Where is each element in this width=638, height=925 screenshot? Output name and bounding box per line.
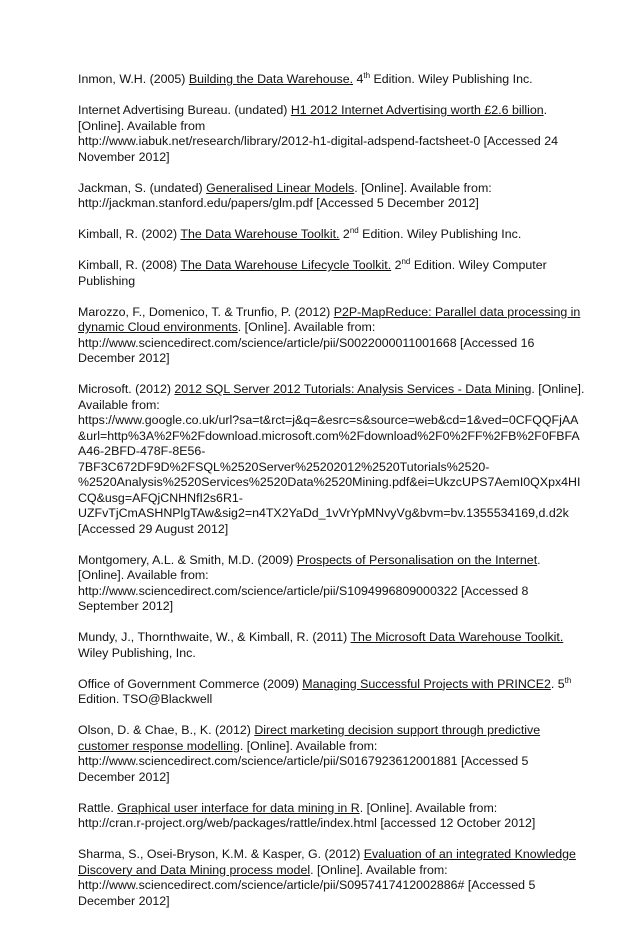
reference-text: http://jackman.stanford.edu/papers/glm.pdf [Accessed 5 December 2012] [78, 196, 479, 210]
reference-text: A46-2BFD-478F-8E56- [78, 444, 206, 458]
reference-text: Rattle. [78, 800, 118, 815]
reference-text: [Online]. Available from [78, 118, 206, 133]
reference-text: &url=http%3A%2F%2Fdownload.microsoft.com%2Fdownload%2F0%2FF%2FB%2F0FBFA [78, 428, 580, 443]
reference-line [78, 475, 581, 491]
reference-line [78, 413, 579, 429]
reference-line [78, 227, 568, 243]
reference-title: Generalised Linear Models [206, 180, 355, 195]
reference-text: Publishing [78, 273, 136, 288]
reference-title: Discovery and Data Mining process model [78, 862, 311, 877]
reference-title: Direct marketing decision support through predictive [254, 723, 541, 737]
reference-text: Edition. TSO@Blackwell [78, 692, 213, 706]
reference-text: https://www.google.co.uk/url?sa=t&rct=j&q=&esrc=s&source=web&cd=1&ved=0CFQQFjAA [78, 413, 579, 427]
reference-text: Internet Advertising Bureau. (undated) [78, 103, 291, 117]
reference-text: 2 [339, 227, 350, 241]
reference-olson [78, 723, 568, 785]
reference-line [78, 646, 568, 662]
reference-line [78, 553, 568, 569]
reference-text: . [Online]. Available from: [239, 738, 378, 753]
reference-line [78, 398, 568, 414]
reference-line [78, 863, 568, 879]
reference-kimball2008 [78, 258, 568, 289]
reference-microsoft [78, 382, 585, 537]
reference-text: Kimball, R. (2002) [78, 227, 181, 241]
reference-line [78, 568, 568, 584]
reference-line [78, 816, 568, 832]
reference-line [78, 304, 581, 321]
reference-title: H1 2012 Internet Advertising worth £2.6 billion [290, 103, 544, 117]
reference-line [78, 351, 568, 367]
reference-title: The Microsoft Data Warehouse Toolkit. [350, 630, 564, 644]
reference-text: Montgomery, A.L. & Smith, M.D. (2009) [78, 552, 297, 567]
reference-line [78, 444, 568, 460]
reference-rattle [78, 801, 568, 832]
reference-text: . [537, 552, 541, 567]
reference-line [78, 506, 568, 522]
reference-text: . [543, 103, 548, 117]
reference-line [78, 119, 568, 135]
reference-title: dynamic Cloud environments [78, 320, 238, 334]
reference-line [78, 878, 568, 894]
reference-text: [Accessed 29 August 2012] [78, 521, 229, 536]
reference-line [78, 274, 568, 290]
reference-title: Evaluation of an integrated Knowledge [363, 847, 576, 861]
reference-title: 2012 SQL Server 2012 Tutorials: Analysis Services - Data Mining [174, 382, 532, 396]
reference-text: http://www.sciencedirect.com/science/article/pii/S0957417412002886# [Accessed 5 [78, 878, 536, 892]
reference-line [78, 72, 568, 88]
reference-line [78, 258, 568, 274]
reference-text: . [Online]. Available from: [359, 800, 498, 815]
reference-text: Kimball, R. (2008) [78, 258, 181, 272]
reference-text: Edition. Wiley Publishing Inc. [370, 72, 533, 86]
reference-text: November 2012] [78, 149, 170, 164]
reference-text: [Online]. Available from: [78, 568, 209, 582]
reference-line [78, 336, 568, 352]
reference-text: Microsoft. (2012) [78, 382, 175, 396]
reference-text: http://www.sciencedirect.com/science/article/pii/S1094996809000322 [Accessed 8 [78, 583, 529, 598]
reference-line [78, 739, 568, 755]
reference-mundy [78, 630, 568, 661]
reference-line [78, 428, 580, 445]
reference-jackman [78, 181, 568, 212]
reference-text: http://cran.r-project.org/web/packages/rattle/index.html [accessed 12 October 2012] [78, 816, 536, 830]
reference-text: Mundy, J., Thornthwaite, W., & Kimball, R. (2011) [78, 630, 351, 644]
reference-text: 2 [391, 258, 402, 272]
reference-line [78, 103, 568, 119]
reference-text: . [Online]. Available from: [354, 180, 492, 195]
reference-title: Graphical user interface for data mining in R [117, 800, 360, 815]
reference-line [78, 134, 568, 150]
reference-text: Wiley Publishing, Inc. [78, 645, 196, 660]
reference-sharma [78, 847, 576, 909]
reference-line [78, 692, 568, 708]
reference-line [78, 801, 568, 817]
reference-text: Office of Government Commerce (2009) [78, 676, 303, 691]
reference-text: December 2012] [78, 769, 170, 784]
reference-kimball2002 [78, 227, 568, 243]
reference-line [78, 320, 568, 336]
ordinal-suffix: nd [401, 257, 411, 266]
reference-text: Olson, D. & Chae, B., K. (2012) [78, 723, 255, 737]
reference-line [78, 754, 568, 770]
reference-text: September 2012] [78, 599, 174, 613]
reference-line [78, 894, 568, 910]
reference-text: http://www.iabuk.net/research/library/2012-h1-digital-adspend-factsheet-0 [Accessed 24 [78, 134, 559, 148]
reference-inmon [78, 72, 568, 88]
reference-line [78, 382, 585, 398]
reference-text: %2520Analysis%2520Services%2520Data%2520Mining.pdf&ei=UkzcUPS7AemI0QXpx4HI [78, 475, 581, 489]
reference-title: Prospects of Personalisation on the Internet [296, 552, 538, 567]
reference-line [78, 599, 568, 615]
reference-text: http://www.sciencedirect.com/science/article/pii/S0167923612001881 [Accessed 5 [78, 754, 529, 768]
reference-line [78, 196, 568, 212]
reference-text: http://www.sciencedirect.com/science/article/pii/S0022000011001668 [Accessed 16 [78, 335, 535, 350]
reference-title: The Data Warehouse Toolkit. [180, 227, 340, 241]
reference-line [78, 522, 568, 538]
reference-title: customer response modelling [78, 738, 240, 753]
reference-line [78, 150, 568, 166]
reference-marozzo [78, 304, 581, 367]
reference-text: . 5 [550, 676, 565, 691]
reference-text: CQ&usg=AFQjCNHNfI2s6R1- [78, 490, 243, 505]
reference-text: Edition. Wiley Publishing Inc. [358, 227, 522, 241]
reference-text: Sharma, S., Osei-Bryson, K.M. & Kasper, G. (2012) [78, 847, 364, 861]
reference-text: . [Online]. [531, 382, 585, 396]
reference-title: Managing Successful Projects with PRINCE2 [302, 676, 551, 691]
reference-title: The Data Warehouse Lifecycle Toolkit. [180, 258, 392, 272]
reference-list [78, 71, 585, 925]
reference-line [78, 770, 568, 786]
reference-line [78, 460, 568, 476]
reference-text: Inmon, W.H. (2005) [78, 72, 189, 86]
reference-text: Marozzo, F., Domenico, T. & Trunfio, P. (2012) [78, 304, 334, 319]
reference-line [78, 847, 576, 863]
reference-line [78, 491, 568, 507]
reference-line [78, 181, 568, 197]
reference-text: Edition. Wiley Computer [410, 258, 547, 272]
reference-text: December 2012] [78, 351, 170, 365]
reference-line [78, 723, 568, 739]
reference-line [78, 675, 572, 693]
reference-text: 7BF3C672DF9D%2FSQL%2520Server%25202012%2520Tutorials%2520- [78, 459, 490, 474]
reference-text: UZFvTjCmASHNPlgTAw&sig2=n4TX2YaDd_1vVrYpMNvyVg&bvm=bv.1355534169,d.d2k [78, 506, 569, 520]
reference-title: P2P-MapReduce: Parallel data processing in [333, 304, 581, 319]
reference-line [78, 630, 568, 646]
ordinal-suffix: th [564, 675, 572, 685]
reference-title: Building the Data Warehouse. [188, 72, 354, 86]
reference-text: 4 [353, 72, 364, 86]
ordinal-suffix: nd [349, 226, 359, 235]
reference-line [78, 584, 568, 600]
ordinal-suffix: th [363, 71, 371, 80]
reference-text: Available from: [78, 397, 160, 412]
reference-montgomery [78, 553, 568, 615]
reference-text: December 2012] [78, 893, 170, 908]
reference-iab [78, 103, 568, 165]
reference-text: Jackman, S. (undated) [78, 180, 207, 195]
reference-text: . [Online]. Available from: [310, 862, 448, 877]
reference-ogc [78, 675, 572, 708]
reference-text: . [Online]. Available from: [237, 320, 376, 334]
